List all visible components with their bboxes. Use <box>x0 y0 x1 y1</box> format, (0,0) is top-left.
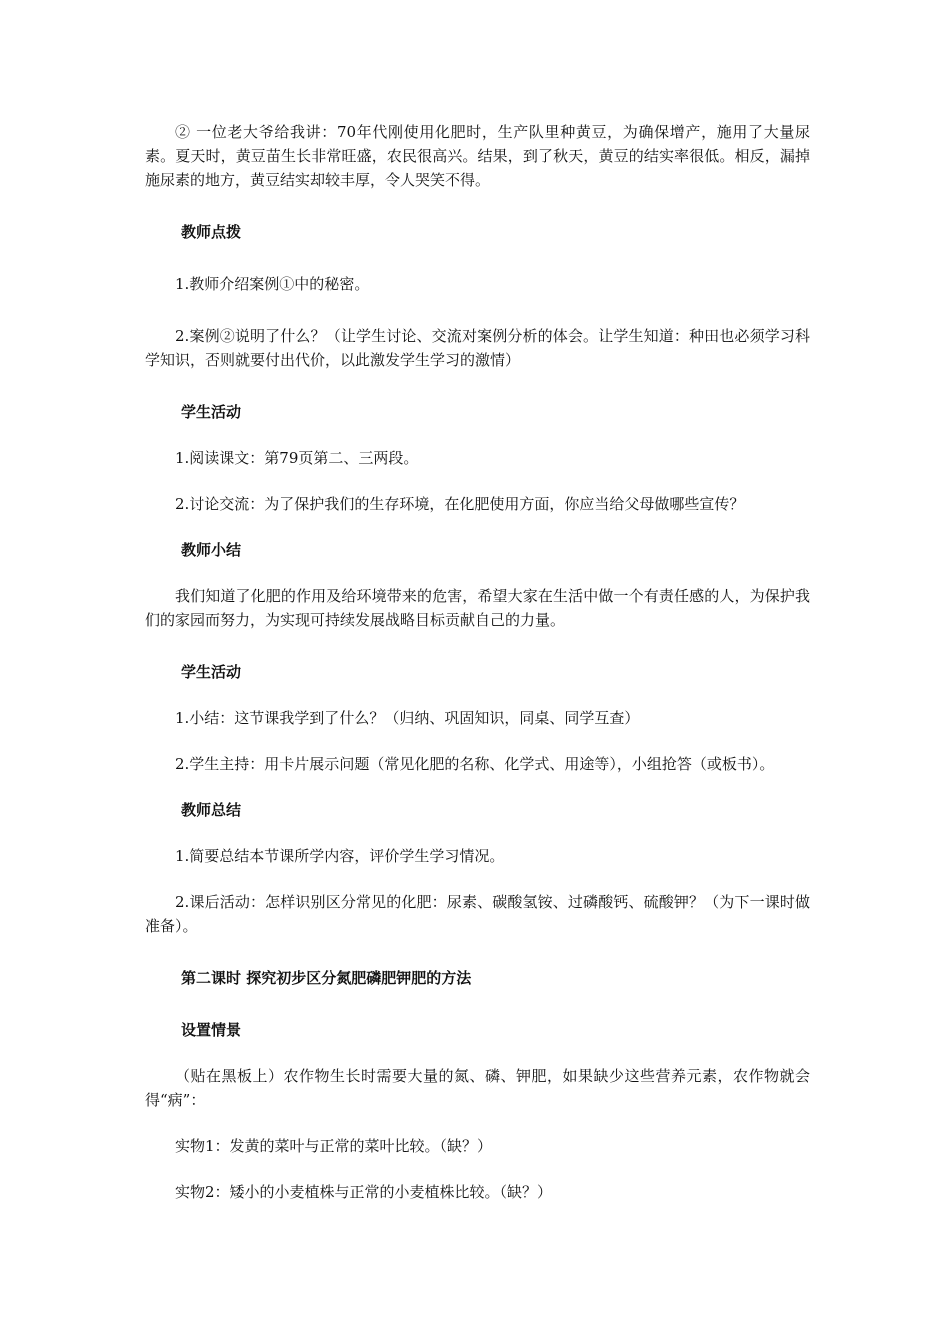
paragraph-activity-1: 1.阅读课文：第79页第二、三两段。 <box>175 449 419 467</box>
heading-teacher-guidance: 教师点拨 <box>181 223 242 241</box>
paragraph-activity-4: 2.学生主持：用卡片展示问题（常见化肥的名称、化学式、用途等），小组抢答（或板书）。 <box>175 755 775 773</box>
paragraph-scenario: （贴在黑板上）农作物生长时需要大量的氮、磷、钾肥，如果缺少这些营养元素，农作物就会得“病”： <box>145 1067 810 1109</box>
paragraph-sample-1: 实物1：发黄的菜叶与正常的菜叶比较。（缺？） <box>175 1137 493 1155</box>
heading-student-activity-2: 学生活动 <box>181 663 242 681</box>
paragraph-conclusion-2: 2.课后活动：怎样识别区分常见的化肥：尿素、碳酸氢铵、过磷酸钙、硫酸钾？（为下一课时做准备）。 <box>145 893 810 935</box>
heading-second-lesson: 第二课时 探究初步区分氮肥磷肥钾肥的方法 <box>181 969 472 987</box>
heading-teacher-conclusion: 教师总结 <box>181 801 242 819</box>
document-body <box>145 120 810 1204</box>
paragraph-activity-2: 2.讨论交流：为了保护我们的生存环境，在化肥使用方面，你应当给父母做哪些宣传？ <box>175 495 745 513</box>
heading-teacher-summary: 教师小结 <box>181 541 242 559</box>
paragraph-case-2: ② 一位老大爷给我讲：70年代刚使用化肥时，生产队里种黄豆，为确保增产，施用了大量尿素。夏天时，黄豆苗生长非常旺盛，农民很高兴。结果，到了秋天，黄豆的结实率很低。相反，漏掉施尿素的地方，黄豆结实却较丰厚，令人哭笑不得。 <box>145 123 810 189</box>
heading-student-activity-1: 学生活动 <box>181 403 242 421</box>
paragraph-sample-2: 实物2：矮小的小麦植株与正常的小麦植株比较。（缺？） <box>175 1183 553 1201</box>
heading-set-scenario: 设置情景 <box>181 1021 242 1039</box>
paragraph-guidance-1: 1.教师介绍案例①中的秘密。 <box>175 275 370 293</box>
paragraph-conclusion-1: 1.简要总结本节课所学内容，评价学生学习情况。 <box>175 847 505 865</box>
paragraph-summary: 我们知道了化肥的作用及给环境带来的危害，希望大家在生活中做一个有责任感的人，为保护我们的家园而努力，为实现可持续发展战略目标贡献自己的力量。 <box>145 587 810 629</box>
paragraph-guidance-2: 2.案例②说明了什么？（让学生讨论、交流对案例分析的体会。让学生知道：种田也必须学习科学知识，否则就要付出代价，以此激发学生学习的激情） <box>145 327 810 369</box>
paragraph-activity-3: 1.小结：这节课我学到了什么？（归纳、巩固知识，同桌、同学互查） <box>175 709 640 727</box>
